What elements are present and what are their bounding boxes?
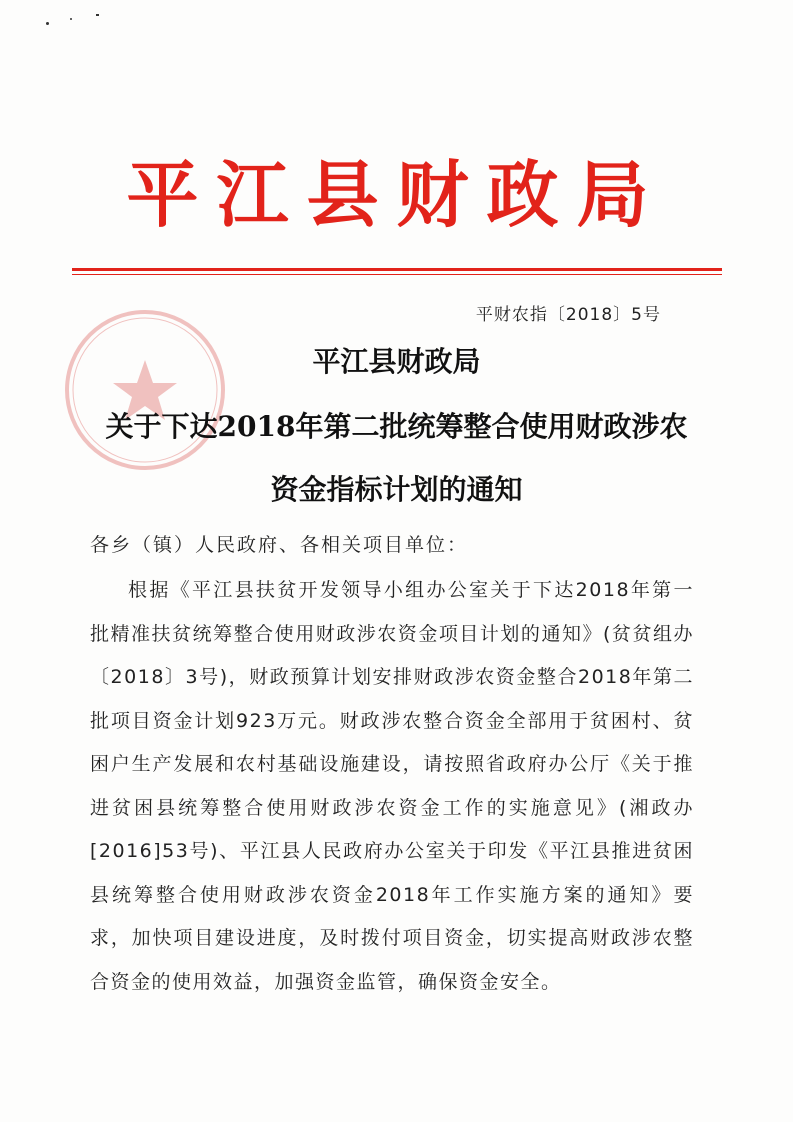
title-line-1: 平江县财政局 [312,345,481,378]
header-divider-thin [72,274,722,275]
scan-dot [46,22,49,25]
title-line-2: 关于下达2018年第二批统筹整合使用财政涉农 [105,410,688,443]
body-paragraph: 根据《平江县扶贫开发领导小组办公室关于下达2018年第一批精准扶贫统筹整合使用财政涉农资金项目计划的通知》(贫贫组办〔2018〕3号)，财政预算计划安排财政涉农资金整合2018年第二批项目资金计划923万元。财政涉农整合资金全部用于贫困村、贫困户生产发展和农村基础设施建设，请按照省政府办公厅《关于推进贫困县统筹整合使用财政涉农资金工作的实施意见》(湘政办[2016]53号)、平江县人民政府办公室关于印发《平江县推进贫困县统筹整合使用财政涉农资金2018年工作实施方案的通知》要求，加快项目建设进度，及时拨付项目资金，切实提高财政涉农整合资金的使用效益，加强资金监管，确保资金安全。 [90,579,694,993]
title-line-3: 资金指标计划的通知 [270,473,523,506]
salutation: 各乡（镇）人民政府、各相关项目单位： [90,534,469,556]
scan-dot [96,14,99,16]
scan-dot [70,18,72,20]
document-number: 平财农指〔2018〕5号 [475,305,661,325]
official-seal-icon [60,305,230,475]
agency-header: 平江县财政局 [126,153,667,237]
header-divider-thick [72,268,722,271]
